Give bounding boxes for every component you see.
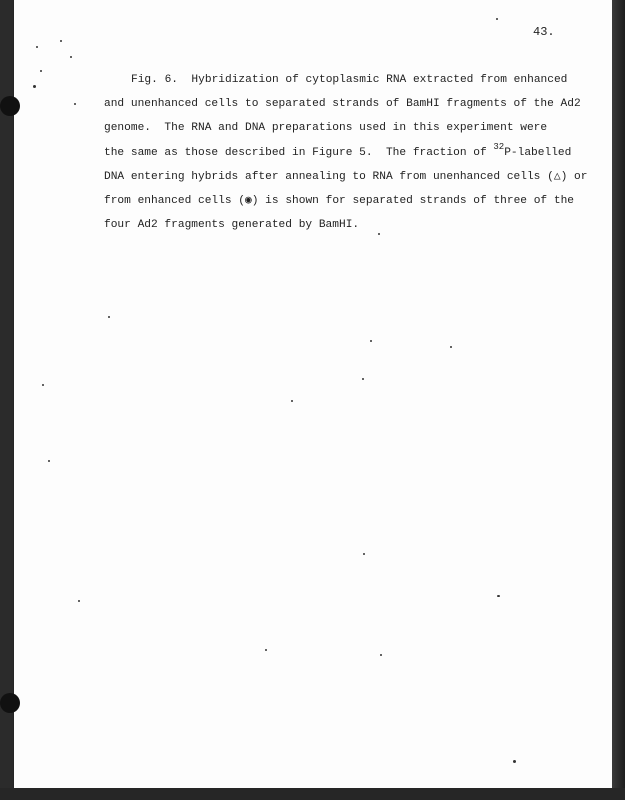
filled-circle-symbol-icon: ◉ (245, 195, 252, 208)
speck (380, 654, 382, 656)
speck (108, 316, 110, 318)
page-number: 43. (533, 25, 555, 39)
caption-text: ) is shown for separated strands of three of the (251, 195, 575, 208)
speck (42, 384, 44, 386)
punch-hole-top (0, 96, 20, 116)
speck (378, 233, 380, 235)
speck (496, 18, 498, 20)
triangle-symbol-icon: △ (553, 170, 561, 183)
caption-text: ) or (560, 170, 588, 183)
speck (291, 400, 293, 402)
speck (513, 760, 516, 763)
caption-text: from enhanced cells ( (104, 195, 245, 208)
speck (33, 85, 36, 88)
speck (78, 600, 80, 602)
caption-text: the same as those described in Figure 5. The fraction of (104, 146, 494, 159)
speck (40, 70, 42, 72)
caption-line-2: and unenhanced cells to separated strands of BamHI fragments of the Ad2 (104, 98, 581, 111)
caption-line-6 (104, 189, 575, 213)
speck (362, 378, 364, 380)
speck (74, 103, 76, 105)
caption-line-4 (104, 141, 572, 165)
speck (497, 595, 500, 597)
caption-text: P-labelled (504, 146, 572, 159)
caption-line-3: genome. The RNA and DNA preparations used in this experiment were (104, 122, 548, 135)
isotope-superscript: 32 (493, 141, 505, 152)
caption-line-1 (104, 68, 568, 92)
speck (70, 56, 72, 58)
speck (363, 553, 365, 555)
speck (450, 346, 452, 348)
document-page (14, 0, 612, 788)
caption-line-5 (104, 165, 588, 189)
caption-text: DNA entering hybrids after annealing to RNA from unenhanced cells ( (104, 170, 554, 183)
speck (36, 46, 38, 48)
figure-caption (104, 68, 588, 237)
speck (48, 460, 50, 462)
speck (60, 40, 62, 42)
caption-line-7: four Ad2 fragments generated by BamHI. (104, 219, 360, 232)
scan-edge-bottom (0, 788, 625, 800)
punch-hole-bottom (0, 693, 20, 713)
caption-text: Fig. 6. Hybridization of cytoplasmic RNA extracted from enhanced (131, 74, 568, 86)
speck (370, 340, 372, 342)
speck (265, 649, 267, 651)
scan-edge-right (612, 0, 625, 800)
